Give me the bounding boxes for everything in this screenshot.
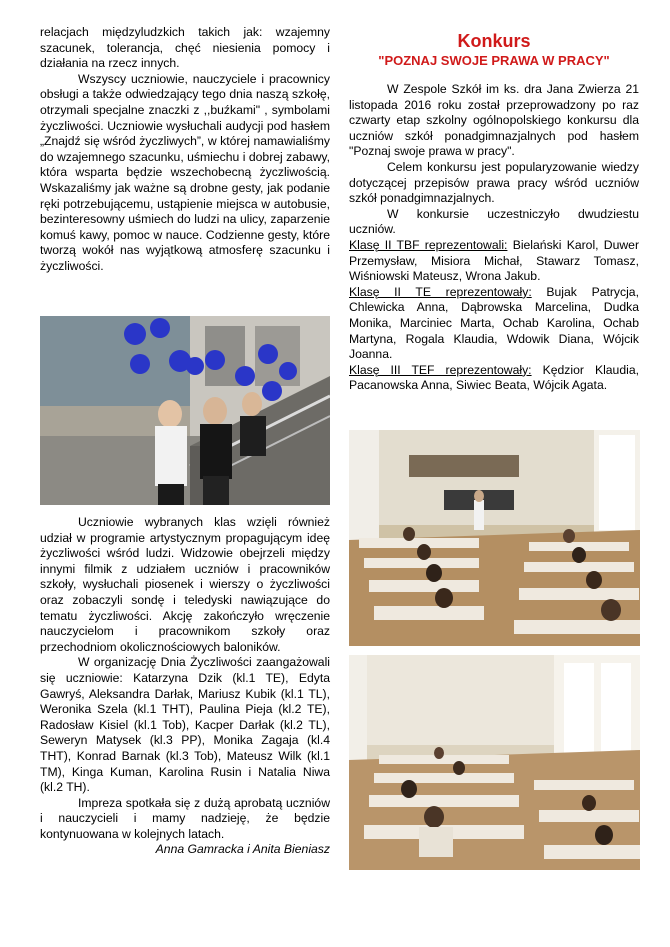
paragraph-organizers: W organizację Dnia Życzliwości zaangażowali się uczniowie: Katarzyna Dzik (kl.1 TE), Edyta Gawryś, Aleksandra Darłak, Mariusz Kubik (kl.1 TL), Weronika Szela (kl.1 THT), Paulina Pieja (kl.2 TE), Radosław Kisiel (kl.1 Tob), Kacper Darłak (kl.2 TL), Seweryn Matysek (kl.3 PP), Monika Zagaja (kl.4 THT), Konrad Barnak (kl.3 Tob), Mateusz Wilk (kl.1 TM), Kinga Kuman, Karolina Rusin i Natalia Niwa (kl.2 TH). <box>40 655 330 795</box>
class-label-2: Klasę II TE reprezentowały: <box>349 284 532 299</box>
contest-subtitle: "POZNAJ SWOJE PRAWA W PRACY" <box>378 53 610 68</box>
photo-students-with-balloons <box>40 316 330 505</box>
class-label-1: Klasę II TBF reprezentowali: <box>349 237 508 252</box>
paragraph-participants-count: W konkursie uczestniczyło dwudziestu uczniów. <box>349 206 639 237</box>
class-names-1: Bielański Karol, Duwer Przemysław, Misiora Michał, Stawarz Tomasz, Wiśniowski Mateusz, Wrona Jakub. <box>349 237 639 284</box>
paragraph-badges-audition: Wszyscy uczniowie, nauczyciele i pracownicy obsługi a także odwiedzający tego dnia naszą szkołę, otrzymali specjalne znaczki z ,,buźkami" , symbolami życzliwości. Uczniowie wysłuchali audycji pod hasłem „Znajdź się wśród życzliwych”, w której namawialiśmy do wzajemnego szacunku, uśmiechu i dobrej zabawy, która wsparta będzie wszechobecną życzliwością. Wskazaliśmy jak ważne są drobne gesty, jak podanie ręki potrzebującemu, ustąpienie miejsca w autobusie, bezinteresowny uśmiech do ludzi na ulicy, zaparzenie komuś kawy, pomoc w nauce. Codzienne gesty, które tworzą wokół nas wyjątkową atmosferę szacunku i życzliwości. <box>40 71 330 273</box>
class-list-3 <box>349 363 639 394</box>
right-column <box>349 82 639 394</box>
left-column-top <box>40 25 330 275</box>
paragraph-continuation: relacjach międzyludzkich takich jak: wzajemny szacunek, tolerancja, chęć niesienia pomocy i działania na rzecz innych. <box>40 25 330 71</box>
contest-title: Konkurs <box>457 31 531 51</box>
photo-classroom-contest-2 <box>349 655 640 870</box>
paragraph-contest-intro: W Zespole Szkół im ks. dra Jana Zwierza 21 listopada 2016 roku został przeprowadzony po raz czwarty etap szkolny ogólnopolskiego konkursu dla uczniów szkół ponadgimnazjalnych pod hasłem "Poznaj swoje prawa w pracy". <box>349 82 639 159</box>
class-label-3: Klasę III TEF reprezentowały: <box>349 362 532 377</box>
class-list-2 <box>349 285 639 363</box>
paragraph-contest-goal: Celem konkursu jest popularyzowanie wiedzy dotyczącej przepisów prawa pracy wśród uczniów szkół ponadgimnazjalnych. <box>349 159 639 206</box>
class-list-1 <box>349 238 639 285</box>
article-signature: Anna Gamracka i Anita Bieniasz <box>155 842 330 857</box>
left-column-bottom <box>40 515 330 858</box>
class-names-2: Bujak Patrycja, Chlewicka Anna, Dąbrowska Marcelina, Dudka Monika, Marciniec Marta, Ochab Karolina, Ochab Martyna, Rogala Klaudia, Wdowik Diana, Wójcik Joanna. <box>349 284 639 362</box>
class-names-3: Kędzior Klaudia, Pacanowska Anna, Siwiec Beata, Wójcik Agata. <box>349 362 639 393</box>
photo-classroom-contest-1 <box>349 430 640 646</box>
paragraph-closing: Impreza spotkała się z dużą aprobatą uczniów i nauczycieli i mamy nadzieję, że będzie kontynuowana w kolejnych latach. <box>40 795 330 841</box>
paragraph-artistic-program: Uczniowie wybranych klas wzięli również udział w programie artystycznym propagującym ideę życzliwości wśród ludzi. Widzowie obejrzeli między innymi filmik z udziałem uczniów i pracowników szkoły, wysłuchali piosenek i wierszy o życzliwości oraz zobaczyli sondę i teledyski nawiązujące do tematu życzliwości. Akcję zakończyło wręczenie nauczycielom i pracownikom szkoły oraz przechodniom okolicznościowych baloników. <box>40 515 330 654</box>
